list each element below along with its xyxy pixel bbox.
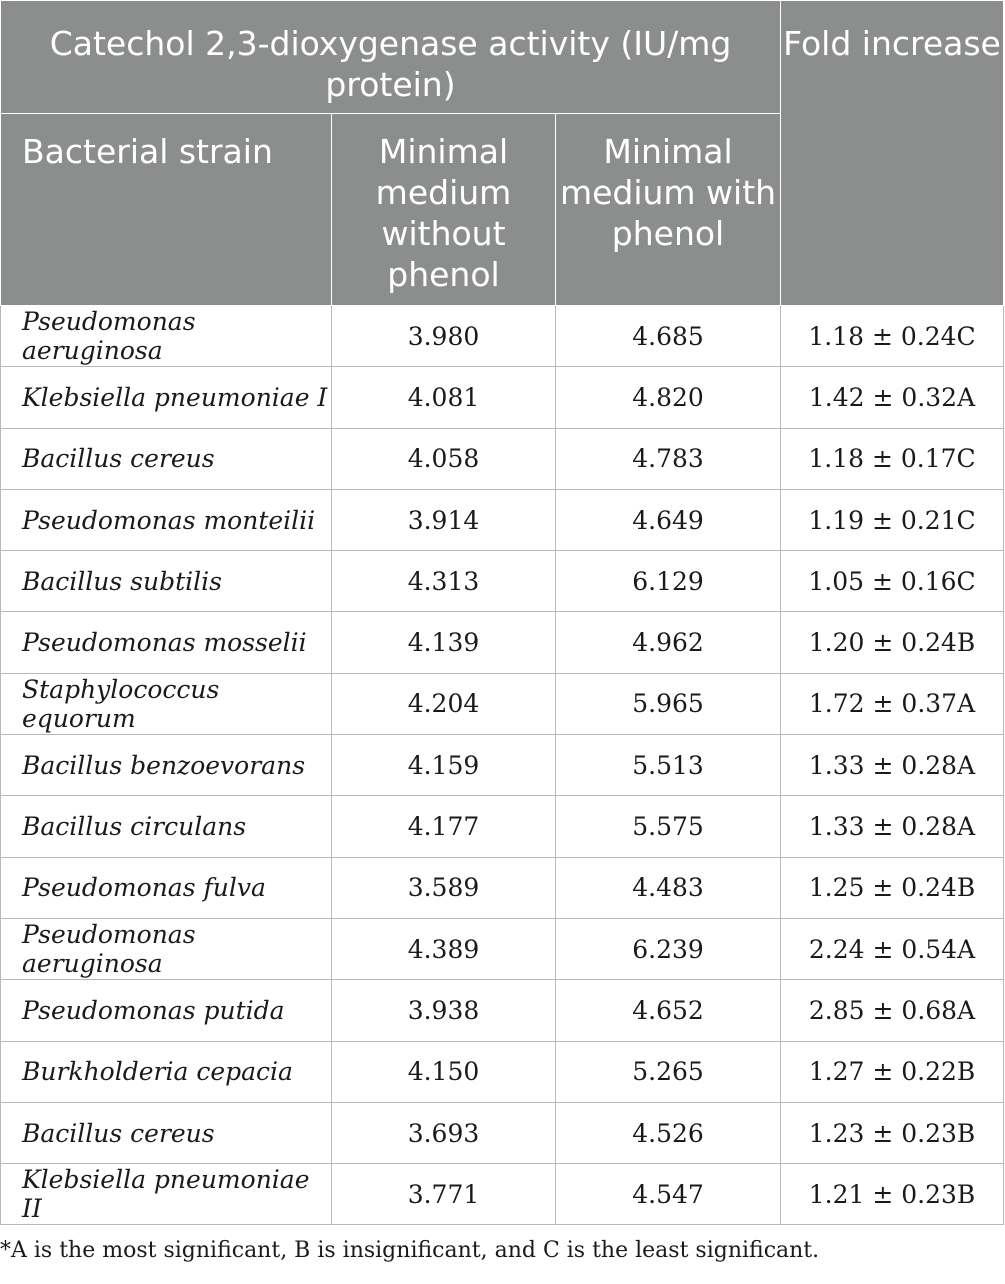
table-row xyxy=(1,489,1004,550)
header-activity-group: Catechol 2,3-dioxygenase activity (IU/mg protein) xyxy=(1,1,781,114)
without-phenol-cell: 4.159 xyxy=(332,735,556,796)
strain-cell: Pseudomonas aeruginosa xyxy=(1,306,332,367)
header-row-group xyxy=(1,1,1004,114)
fold-increase-cell: 1.25 ± 0.24B xyxy=(781,857,1004,918)
strain-cell: Bacillus benzoevorans xyxy=(1,735,332,796)
with-phenol-cell: 6.239 xyxy=(556,918,781,979)
with-phenol-cell: 4.526 xyxy=(556,1102,781,1163)
fold-increase-cell: 1.20 ± 0.24B xyxy=(781,612,1004,673)
fold-increase-cell: 1.05 ± 0.16C xyxy=(781,551,1004,612)
table-row xyxy=(1,1102,1004,1163)
without-phenol-cell: 3.771 xyxy=(332,1164,556,1225)
fold-increase-cell: 1.27 ± 0.22B xyxy=(781,1041,1004,1102)
table-row xyxy=(1,306,1004,367)
with-phenol-cell: 5.575 xyxy=(556,796,781,857)
without-phenol-cell: 4.389 xyxy=(332,918,556,979)
without-phenol-cell: 4.204 xyxy=(332,673,556,734)
without-phenol-cell: 3.914 xyxy=(332,489,556,550)
header-without-phenol: Minimal medium without phenol xyxy=(332,114,556,306)
fold-increase-cell: 1.42 ± 0.32A xyxy=(781,367,1004,428)
with-phenol-cell: 5.965 xyxy=(556,673,781,734)
with-phenol-cell: 4.783 xyxy=(556,428,781,489)
with-phenol-cell: 4.962 xyxy=(556,612,781,673)
without-phenol-cell: 3.693 xyxy=(332,1102,556,1163)
strain-cell: Burkholderia cepacia xyxy=(1,1041,332,1102)
strain-cell: Klebsiella pneumoniae I xyxy=(1,367,332,428)
table-row xyxy=(1,796,1004,857)
table-row xyxy=(1,857,1004,918)
without-phenol-cell: 3.980 xyxy=(332,306,556,367)
with-phenol-cell: 4.652 xyxy=(556,980,781,1041)
with-phenol-cell: 5.265 xyxy=(556,1041,781,1102)
header-bacterial-strain: Bacterial strain xyxy=(1,114,332,306)
strain-cell: Pseudomonas mosselii xyxy=(1,612,332,673)
fold-increase-cell: 1.72 ± 0.37A xyxy=(781,673,1004,734)
with-phenol-cell: 4.547 xyxy=(556,1164,781,1225)
fold-increase-cell: 2.24 ± 0.54A xyxy=(781,918,1004,979)
without-phenol-cell: 3.938 xyxy=(332,980,556,1041)
strain-cell: Pseudomonas putida xyxy=(1,980,332,1041)
strain-cell: Bacillus subtilis xyxy=(1,551,332,612)
table-row xyxy=(1,551,1004,612)
table-body xyxy=(1,306,1004,1225)
with-phenol-cell: 4.483 xyxy=(556,857,781,918)
fold-increase-cell: 1.33 ± 0.28A xyxy=(781,796,1004,857)
table-row xyxy=(1,918,1004,979)
fold-increase-cell: 1.21 ± 0.23B xyxy=(781,1164,1004,1225)
table-header xyxy=(1,1,1004,306)
without-phenol-cell: 4.177 xyxy=(332,796,556,857)
without-phenol-cell: 4.313 xyxy=(332,551,556,612)
table-row xyxy=(1,735,1004,796)
without-phenol-cell: 4.058 xyxy=(332,428,556,489)
header-fold-increase: Fold increase xyxy=(781,1,1004,306)
strain-cell: Staphylococcus equorum xyxy=(1,673,332,734)
with-phenol-cell: 5.513 xyxy=(556,735,781,796)
table-footnote: *A is the most significant, B is insignificant, and C is the least significant. xyxy=(0,1238,820,1263)
without-phenol-cell: 4.139 xyxy=(332,612,556,673)
table-row xyxy=(1,1041,1004,1102)
table-row xyxy=(1,1164,1004,1225)
with-phenol-cell: 4.649 xyxy=(556,489,781,550)
strain-cell: Pseudomonas aeruginosa xyxy=(1,918,332,979)
strain-cell: Bacillus circulans xyxy=(1,796,332,857)
with-phenol-cell: 4.820 xyxy=(556,367,781,428)
table-row xyxy=(1,673,1004,734)
table-row xyxy=(1,612,1004,673)
table-row xyxy=(1,428,1004,489)
fold-increase-cell: 1.18 ± 0.24C xyxy=(781,306,1004,367)
table-row xyxy=(1,980,1004,1041)
strain-cell: Klebsiella pneumoniae II xyxy=(1,1164,332,1225)
strain-cell: Bacillus cereus xyxy=(1,428,332,489)
table-row xyxy=(1,367,1004,428)
without-phenol-cell: 4.081 xyxy=(332,367,556,428)
strain-cell: Pseudomonas fulva xyxy=(1,857,332,918)
fold-increase-cell: 2.85 ± 0.68A xyxy=(781,980,1004,1041)
with-phenol-cell: 4.685 xyxy=(556,306,781,367)
strain-cell: Pseudomonas monteilii xyxy=(1,489,332,550)
strain-cell: Bacillus cereus xyxy=(1,1102,332,1163)
with-phenol-cell: 6.129 xyxy=(556,551,781,612)
fold-increase-cell: 1.18 ± 0.17C xyxy=(781,428,1004,489)
fold-increase-cell: 1.23 ± 0.23B xyxy=(781,1102,1004,1163)
fold-increase-cell: 1.19 ± 0.21C xyxy=(781,489,1004,550)
without-phenol-cell: 3.589 xyxy=(332,857,556,918)
without-phenol-cell: 4.150 xyxy=(332,1041,556,1102)
fold-increase-cell: 1.33 ± 0.28A xyxy=(781,735,1004,796)
header-with-phenol: Minimal medium with phenol xyxy=(556,114,781,306)
